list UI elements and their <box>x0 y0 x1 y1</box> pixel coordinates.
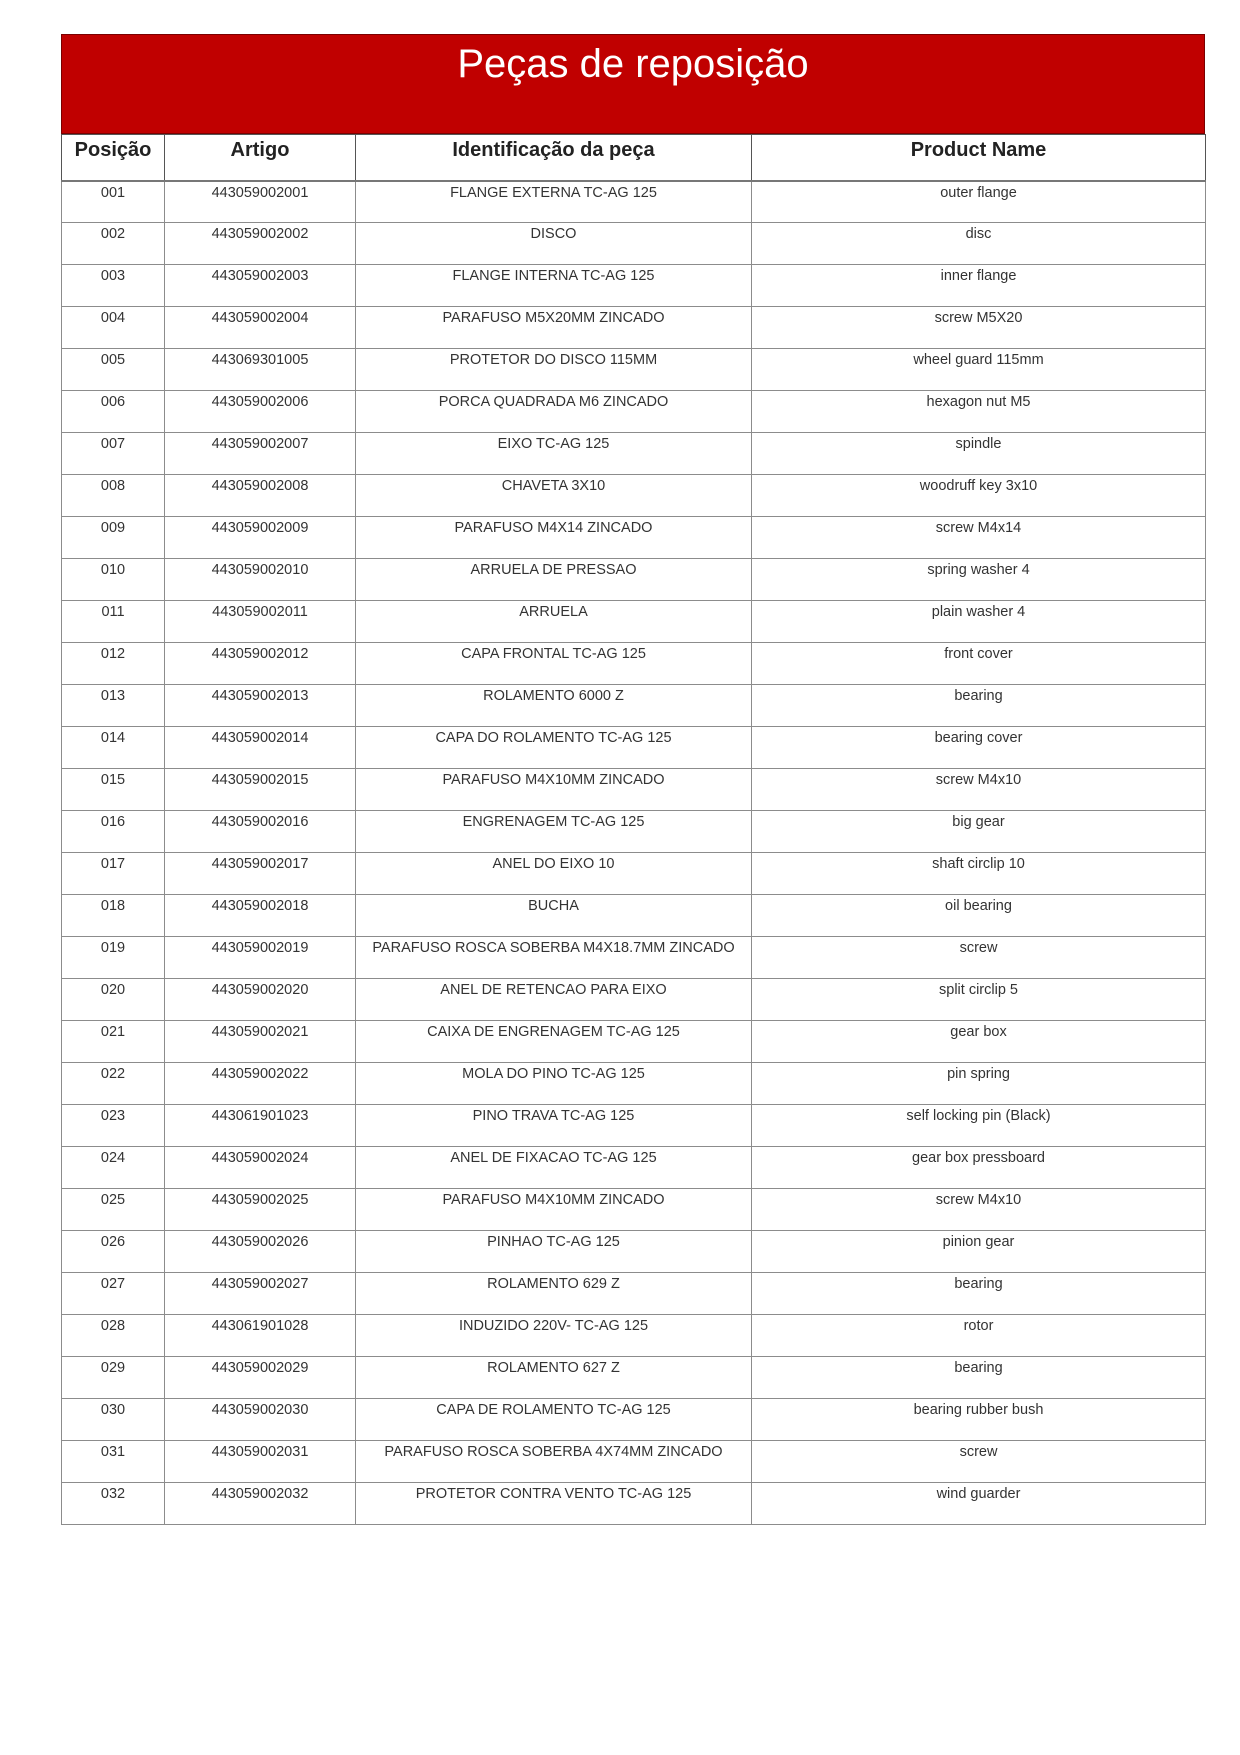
cell-artigo: 443059002026 <box>165 1231 356 1273</box>
cell-posicao: 014 <box>62 727 165 769</box>
cell-posicao: 022 <box>62 1063 165 1105</box>
cell-identificacao: CAPA DE ROLAMENTO TC-AG 125 <box>356 1399 752 1441</box>
cell-identificacao: FLANGE EXTERNA TC-AG 125 <box>356 181 752 223</box>
cell-artigo: 443059002012 <box>165 643 356 685</box>
cell-artigo: 443059002029 <box>165 1357 356 1399</box>
cell-posicao: 032 <box>62 1483 165 1525</box>
cell-posicao: 030 <box>62 1399 165 1441</box>
cell-posicao: 002 <box>62 223 165 265</box>
cell-posicao: 020 <box>62 979 165 1021</box>
cell-artigo: 443059002003 <box>165 265 356 307</box>
cell-product-name: self locking pin (Black) <box>752 1105 1206 1147</box>
cell-artigo: 443061901028 <box>165 1315 356 1357</box>
cell-identificacao: ANEL DE FIXACAO TC-AG 125 <box>356 1147 752 1189</box>
cell-identificacao: PINO TRAVA TC-AG 125 <box>356 1105 752 1147</box>
cell-posicao: 007 <box>62 433 165 475</box>
cell-identificacao: PINHAO TC-AG 125 <box>356 1231 752 1273</box>
cell-product-name: oil bearing <box>752 895 1206 937</box>
table-row <box>62 181 1206 223</box>
cell-product-name: wind guarder <box>752 1483 1206 1525</box>
cell-identificacao: MOLA DO PINO TC-AG 125 <box>356 1063 752 1105</box>
cell-identificacao: DISCO <box>356 223 752 265</box>
cell-posicao: 019 <box>62 937 165 979</box>
cell-identificacao: PROTETOR DO DISCO 115MM <box>356 349 752 391</box>
cell-posicao: 024 <box>62 1147 165 1189</box>
table-row <box>62 601 1206 643</box>
table-row <box>62 769 1206 811</box>
parts-table <box>61 134 1206 1525</box>
cell-artigo: 443059002024 <box>165 1147 356 1189</box>
cell-posicao: 026 <box>62 1231 165 1273</box>
cell-identificacao: INDUZIDO 220V- TC-AG 125 <box>356 1315 752 1357</box>
cell-posicao: 031 <box>62 1441 165 1483</box>
cell-artigo: 443059002032 <box>165 1483 356 1525</box>
cell-product-name: gear box <box>752 1021 1206 1063</box>
cell-posicao: 006 <box>62 391 165 433</box>
cell-artigo: 443059002027 <box>165 1273 356 1315</box>
cell-product-name: screw M4x10 <box>752 1189 1206 1231</box>
cell-identificacao: PARAFUSO M5X20MM ZINCADO <box>356 307 752 349</box>
cell-artigo: 443059002007 <box>165 433 356 475</box>
cell-identificacao: ROLAMENTO 6000 Z <box>356 685 752 727</box>
table-row <box>62 811 1206 853</box>
cell-product-name: spindle <box>752 433 1206 475</box>
cell-product-name: woodruff key 3x10 <box>752 475 1206 517</box>
table-row <box>62 1483 1206 1525</box>
cell-posicao: 011 <box>62 601 165 643</box>
cell-product-name: shaft circlip 10 <box>752 853 1206 895</box>
cell-identificacao: FLANGE INTERNA TC-AG 125 <box>356 265 752 307</box>
cell-posicao: 008 <box>62 475 165 517</box>
cell-artigo: 443059002013 <box>165 685 356 727</box>
cell-product-name: spring washer 4 <box>752 559 1206 601</box>
cell-identificacao: ROLAMENTO 627 Z <box>356 1357 752 1399</box>
cell-posicao: 027 <box>62 1273 165 1315</box>
cell-artigo: 443059002018 <box>165 895 356 937</box>
table-row <box>62 1441 1206 1483</box>
cell-artigo: 443059002001 <box>165 181 356 223</box>
cell-product-name: disc <box>752 223 1206 265</box>
cell-posicao: 012 <box>62 643 165 685</box>
table-row <box>62 979 1206 1021</box>
cell-product-name: screw M5X20 <box>752 307 1206 349</box>
table-row <box>62 937 1206 979</box>
page-title: Peças de reposição <box>61 34 1205 134</box>
cell-posicao: 001 <box>62 181 165 223</box>
cell-product-name: bearing rubber bush <box>752 1399 1206 1441</box>
cell-posicao: 005 <box>62 349 165 391</box>
cell-artigo: 443059002031 <box>165 1441 356 1483</box>
table-row <box>62 1063 1206 1105</box>
cell-identificacao: ARRUELA <box>356 601 752 643</box>
column-header-posicao: Posição <box>62 135 165 181</box>
cell-identificacao: PARAFUSO M4X10MM ZINCADO <box>356 769 752 811</box>
cell-artigo: 443059002016 <box>165 811 356 853</box>
cell-identificacao: CAPA FRONTAL TC-AG 125 <box>356 643 752 685</box>
cell-artigo: 443059002021 <box>165 1021 356 1063</box>
cell-artigo: 443061901023 <box>165 1105 356 1147</box>
cell-product-name: bearing <box>752 1357 1206 1399</box>
table-row <box>62 1273 1206 1315</box>
cell-product-name: rotor <box>752 1315 1206 1357</box>
cell-artigo: 443059002010 <box>165 559 356 601</box>
table-body <box>62 181 1206 1525</box>
cell-product-name: hexagon nut M5 <box>752 391 1206 433</box>
table-row <box>62 643 1206 685</box>
column-header-identificacao: Identificação da peça <box>356 135 752 181</box>
cell-posicao: 021 <box>62 1021 165 1063</box>
cell-identificacao: ARRUELA DE PRESSAO <box>356 559 752 601</box>
cell-identificacao: CHAVETA 3X10 <box>356 475 752 517</box>
parts-sheet <box>61 34 1205 1525</box>
table-row <box>62 853 1206 895</box>
cell-artigo: 443059002025 <box>165 1189 356 1231</box>
cell-identificacao: EIXO TC-AG 125 <box>356 433 752 475</box>
cell-artigo: 443059002004 <box>165 307 356 349</box>
cell-artigo: 443059002006 <box>165 391 356 433</box>
cell-product-name: big gear <box>752 811 1206 853</box>
cell-artigo: 443059002014 <box>165 727 356 769</box>
cell-posicao: 004 <box>62 307 165 349</box>
table-row <box>62 559 1206 601</box>
table-row <box>62 1357 1206 1399</box>
cell-posicao: 015 <box>62 769 165 811</box>
cell-posicao: 025 <box>62 1189 165 1231</box>
cell-product-name: pin spring <box>752 1063 1206 1105</box>
cell-product-name: bearing cover <box>752 727 1206 769</box>
table-row <box>62 895 1206 937</box>
column-header-product-name: Product Name <box>752 135 1206 181</box>
cell-product-name: screw <box>752 937 1206 979</box>
cell-identificacao: ANEL DE RETENCAO PARA EIXO <box>356 979 752 1021</box>
table-row <box>62 433 1206 475</box>
table-row <box>62 223 1206 265</box>
cell-posicao: 016 <box>62 811 165 853</box>
cell-identificacao: PARAFUSO M4X14 ZINCADO <box>356 517 752 559</box>
cell-artigo: 443059002009 <box>165 517 356 559</box>
cell-posicao: 010 <box>62 559 165 601</box>
cell-product-name: front cover <box>752 643 1206 685</box>
table-row <box>62 727 1206 769</box>
cell-identificacao: PARAFUSO ROSCA SOBERBA M4X18.7MM ZINCADO <box>356 937 752 979</box>
cell-identificacao: PORCA QUADRADA M6 ZINCADO <box>356 391 752 433</box>
cell-identificacao: ROLAMENTO 629 Z <box>356 1273 752 1315</box>
table-row <box>62 349 1206 391</box>
table-row <box>62 685 1206 727</box>
cell-artigo: 443059002011 <box>165 601 356 643</box>
cell-identificacao: PROTETOR CONTRA VENTO TC-AG 125 <box>356 1483 752 1525</box>
cell-posicao: 009 <box>62 517 165 559</box>
cell-artigo: 443059002020 <box>165 979 356 1021</box>
cell-product-name: bearing <box>752 685 1206 727</box>
cell-product-name: screw M4x10 <box>752 769 1206 811</box>
cell-posicao: 013 <box>62 685 165 727</box>
cell-identificacao: PARAFUSO M4X10MM ZINCADO <box>356 1189 752 1231</box>
cell-artigo: 443059002019 <box>165 937 356 979</box>
cell-product-name: bearing <box>752 1273 1206 1315</box>
cell-identificacao: ANEL DO EIXO 10 <box>356 853 752 895</box>
table-row <box>62 1147 1206 1189</box>
table-header-row <box>62 135 1206 181</box>
cell-identificacao: PARAFUSO ROSCA SOBERBA 4X74MM ZINCADO <box>356 1441 752 1483</box>
table-row <box>62 1105 1206 1147</box>
cell-product-name: wheel guard 115mm <box>752 349 1206 391</box>
cell-product-name: gear box pressboard <box>752 1147 1206 1189</box>
cell-artigo: 443069301005 <box>165 349 356 391</box>
cell-product-name: outer flange <box>752 181 1206 223</box>
table-row <box>62 1021 1206 1063</box>
table-row <box>62 265 1206 307</box>
table-row <box>62 475 1206 517</box>
cell-posicao: 028 <box>62 1315 165 1357</box>
table-row <box>62 1315 1206 1357</box>
table-row <box>62 391 1206 433</box>
cell-posicao: 003 <box>62 265 165 307</box>
cell-artigo: 443059002002 <box>165 223 356 265</box>
table-row <box>62 517 1206 559</box>
cell-artigo: 443059002030 <box>165 1399 356 1441</box>
cell-identificacao: CAIXA DE ENGRENAGEM TC-AG 125 <box>356 1021 752 1063</box>
cell-artigo: 443059002015 <box>165 769 356 811</box>
cell-posicao: 018 <box>62 895 165 937</box>
cell-identificacao: ENGRENAGEM TC-AG 125 <box>356 811 752 853</box>
table-row <box>62 1399 1206 1441</box>
cell-product-name: screw M4x14 <box>752 517 1206 559</box>
table-row <box>62 1231 1206 1273</box>
cell-artigo: 443059002022 <box>165 1063 356 1105</box>
cell-product-name: split circlip 5 <box>752 979 1206 1021</box>
cell-product-name: pinion gear <box>752 1231 1206 1273</box>
cell-posicao: 017 <box>62 853 165 895</box>
cell-product-name: screw <box>752 1441 1206 1483</box>
cell-artigo: 443059002017 <box>165 853 356 895</box>
column-header-artigo: Artigo <box>165 135 356 181</box>
table-row <box>62 307 1206 349</box>
cell-posicao: 023 <box>62 1105 165 1147</box>
table-row <box>62 1189 1206 1231</box>
cell-product-name: plain washer 4 <box>752 601 1206 643</box>
cell-artigo: 443059002008 <box>165 475 356 517</box>
cell-posicao: 029 <box>62 1357 165 1399</box>
cell-identificacao: BUCHA <box>356 895 752 937</box>
cell-identificacao: CAPA DO ROLAMENTO TC-AG 125 <box>356 727 752 769</box>
cell-product-name: inner flange <box>752 265 1206 307</box>
